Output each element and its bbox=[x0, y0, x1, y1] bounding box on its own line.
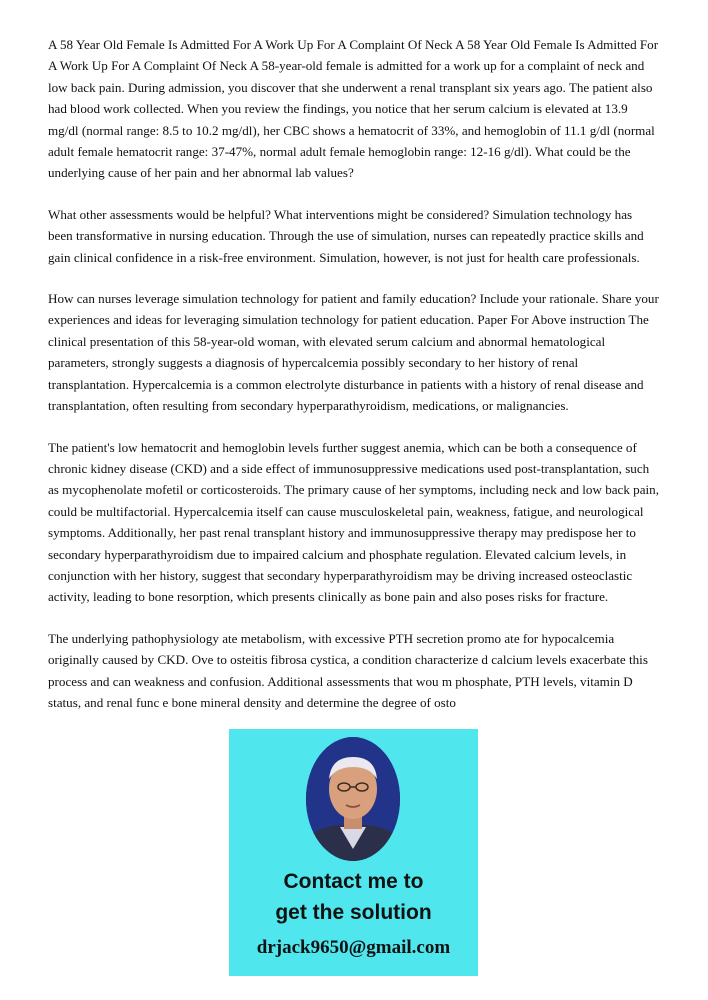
promo-heading-line: get the solution bbox=[275, 901, 432, 924]
promo-heading bbox=[229, 866, 478, 928]
promo-heading-line: Contact me to bbox=[283, 870, 424, 893]
paragraph: What other assessments would be helpful? What interventions might be considered? Simulation technology has been transformative in nursing education. Through the use of simulation, nurses can repeatedly practice skills and gain clinical confidence in a risk-free environment. Simulation, however, is not just for health care professionals. bbox=[48, 206, 644, 265]
promo-email[interactable]: drjack9650@gmail.com bbox=[256, 937, 451, 958]
paragraph: How can nurses leverage simulation technology for patient and family education? Include your rationale. Share your experiences and ideas for leveraging simulation technology for patient education. Paper For Above instruction The clinical presentation of this 58-year-old woman, with elevated serum calcium and abnormal hematological parameters, strongly suggests a diagnosis of hypercalcemia possibly secondary to her history of renal transplantation. Hypercalcemia is a common electrolyte disturbance in patients with a history of renal disease and transplantation, often resulting from secondary hyperparathyroidism, medications, or malignancies. bbox=[48, 291, 659, 414]
paragraph: The patient's low hematocrit and hemoglobin levels further suggest anemia, which can be both a consequence of chronic kidney disease (CKD) and a side effect of immunosuppressive medications used post-transplantation, such as mycophenolate mofetil or corticosteroids. The primary cause of her symptoms, including neck and low back pain, could be multifactorial. Hypercalcemia itself can cause musculoskeletal pain, weakness, fatigue, and neurological symptoms. Additionally, her past renal transplant history and immunosuppressive therapy may predispose her to secondary hyperparathyroidism due to impaired calcium and phosphate regulation. Elevated calcium levels, in conjunction with her history, suggest that secondary hyperparathyroidism may be driving increased osteoclastic activity, leading to bone resorption, which presents clinically as bone pain and also poses risks for fracture. bbox=[48, 439, 659, 605]
paragraph: A 58 Year Old Female Is Admitted For A Work Up For A Complaint Of Neck A 58 Year Old Female Is Admitted For A Work Up For A Complaint Of Neck A 58-year-old female is admitted for a work up for a complaint of neck and low back pain. During admission, you discover that she underwent a renal transplant six years ago. The patient also had blood work collected. When you review the findings, you notice that her serum calcium is elevated at 13.9 mg/dl (normal range: 8.5 to 10.2 mg/dl), her CBC shows a hematocrit of 33%, and hemoglobin of 11.1 g/dl (normal adult female hematocrit range: 37-47%, normal adult female hemoglobin range: 12-16 g/dl). What could be the underlying cause of her pain and her abnormal lab values? bbox=[48, 37, 659, 181]
document-body bbox=[48, 34, 660, 733]
person-portrait-icon bbox=[306, 737, 400, 861]
contact-promo-overlay[interactable] bbox=[229, 729, 478, 976]
paragraph: The underlying pathophysiology ate metabolism, with excessive PTH secretion promo ate for hypocalcemia originally caused by CKD. Ove to osteitis fibrosa cystica, a condition characterize d calcium levels exacerbate this process and can weakness and confusion. Additional assessments that wou m phosphate, PTH levels, vitamin D status, and renal func e bone mineral density and determine the degree of osto bbox=[48, 630, 648, 710]
